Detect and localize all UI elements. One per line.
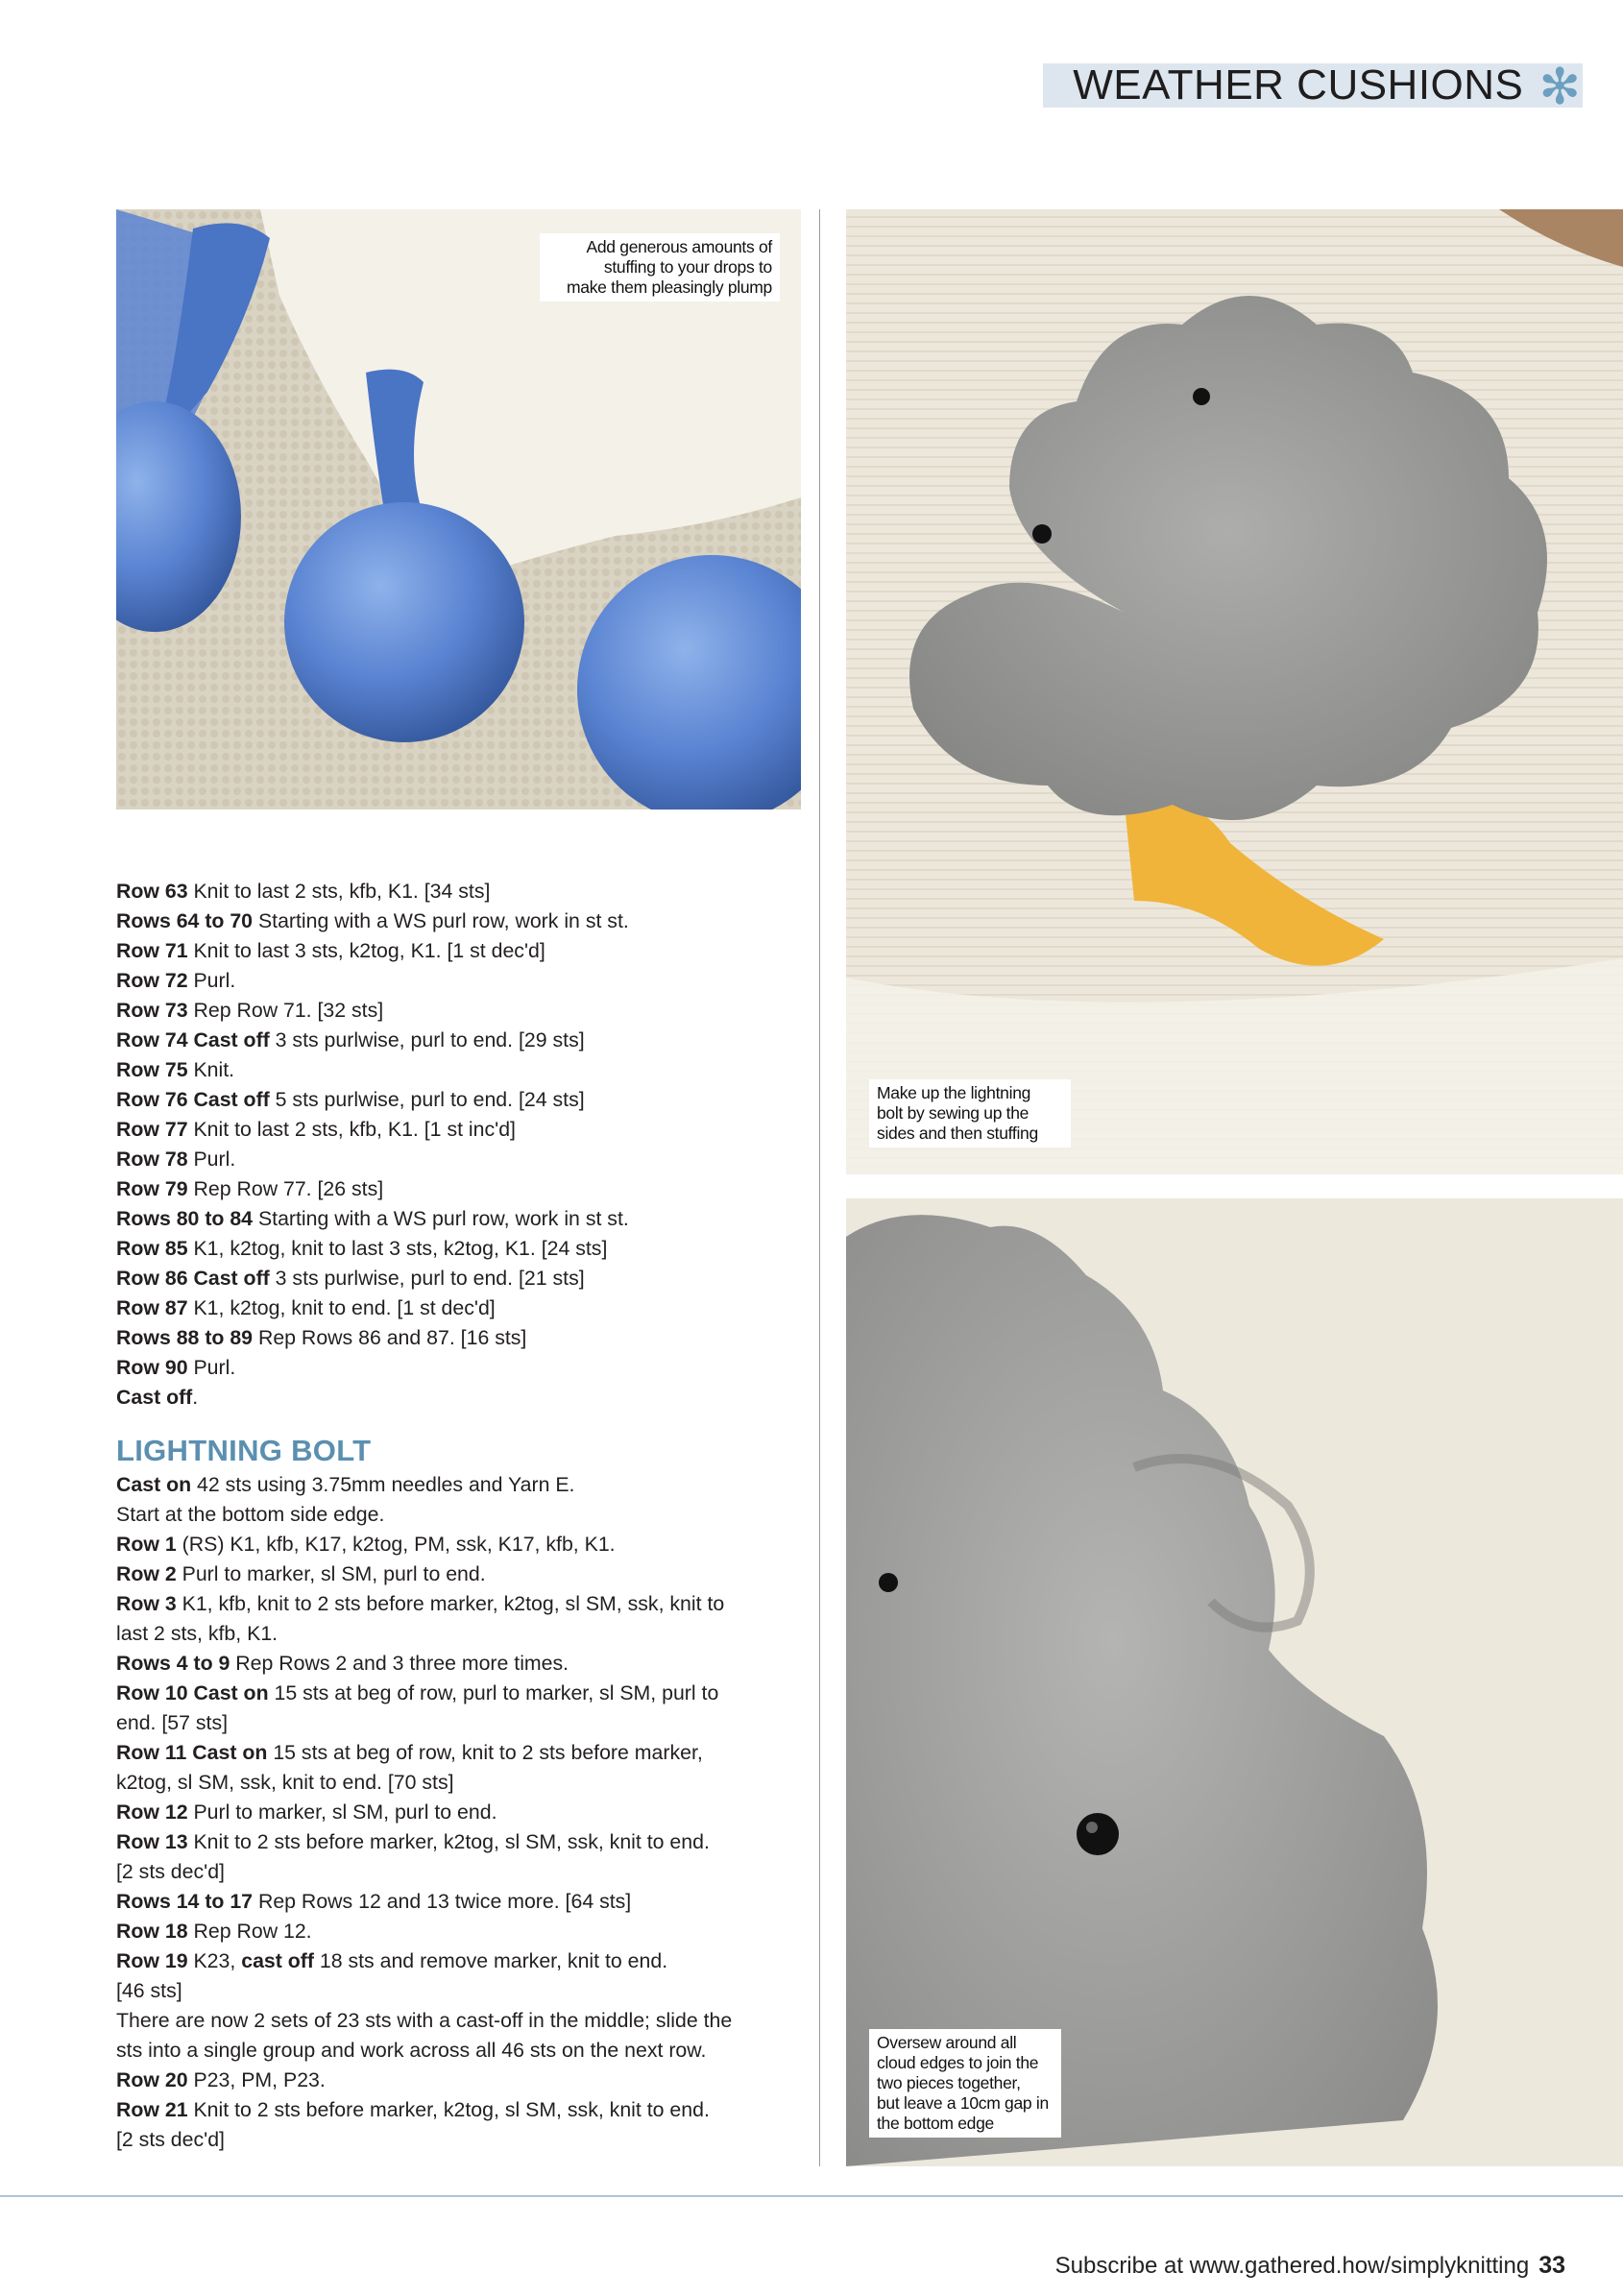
section-title: WEATHER CUSHIONS — [1073, 61, 1524, 109]
pattern-line — [116, 1115, 808, 1145]
row-label: Row 1 — [116, 1533, 177, 1556]
row-text: . — [192, 1386, 199, 1409]
pattern-line — [116, 2066, 808, 2095]
pattern-line — [116, 1946, 808, 1976]
pattern-line — [116, 1470, 808, 1500]
page-number: 33 — [1538, 2252, 1565, 2279]
pattern-line — [116, 1085, 808, 1115]
row-label: Row 71 — [116, 939, 188, 962]
row-text: 15 sts at beg of row, knit to 2 sts before marker, — [267, 1741, 703, 1764]
row-label: Row 3 — [116, 1592, 177, 1615]
footer — [1055, 2252, 1565, 2280]
footer-rule — [0, 2195, 1623, 2197]
row-label: Row 76 Cast off — [116, 1088, 270, 1111]
pattern-line — [116, 877, 808, 906]
row-label: Cast on — [116, 1473, 192, 1496]
row-label: Row 13 — [116, 1830, 188, 1853]
row-label: Row 12 — [116, 1801, 188, 1824]
row-text: 5 sts purlwise, purl to end. [24 sts] — [269, 1088, 585, 1111]
pattern-line — [116, 1559, 808, 1589]
row-label: Rows 88 to 89 — [116, 1326, 254, 1349]
pattern-line — [116, 2095, 808, 2125]
pattern-line — [116, 1798, 808, 1827]
pattern-line — [116, 2125, 808, 2155]
row-label: Row 87 — [116, 1296, 188, 1319]
pattern-rows-lightning — [116, 1470, 808, 2155]
row-text: Purl to marker, sl SM, purl to end. — [187, 1801, 497, 1824]
row-text: Knit to last 2 sts, kfb, K1. [1 st inc'd] — [187, 1118, 516, 1141]
pattern-line — [116, 1055, 808, 1085]
photo-cloud-closeup — [846, 1198, 1623, 2166]
row-text: 3 sts purlwise, purl to end. [21 sts] — [269, 1267, 585, 1290]
row-label: Row 10 Cast on — [116, 1681, 269, 1704]
row-text: Starting with a WS purl row, work in st st. — [253, 1207, 629, 1230]
row-label: Row 74 Cast off — [116, 1028, 270, 1051]
row-text: Purl. — [187, 1148, 236, 1171]
pattern-line — [116, 1353, 808, 1383]
row-text: Rep Row 71. [32 sts] — [187, 999, 384, 1022]
row-label: Row 72 — [116, 969, 188, 992]
row-text: Knit. — [187, 1058, 235, 1081]
row-text: K1, kfb, knit to 2 sts before marker, k2tog, sl SM, ssk, knit to — [176, 1592, 725, 1615]
row-label: Rows 80 to 84 — [116, 1207, 254, 1230]
row-text: Purl to marker, sl SM, purl to end. — [176, 1562, 486, 1585]
row-text: last 2 sts, kfb, K1. — [116, 1622, 279, 1645]
row-label: Row 2 — [116, 1562, 177, 1585]
row-text: P23, PM, P23. — [187, 2068, 326, 2091]
row-text: k2tog, sl SM, ssk, knit to end. [70 sts] — [116, 1771, 454, 1794]
pattern-line — [116, 996, 808, 1026]
row-label: Row 85 — [116, 1237, 188, 1260]
row-text: Rep Row 77. [26 sts] — [187, 1177, 384, 1200]
row-text: K1, k2tog, knit to last 3 sts, k2tog, K1. [24 sts] — [187, 1237, 608, 1260]
row-label: Row 79 — [116, 1177, 188, 1200]
pattern-line — [116, 1500, 808, 1530]
row-label: Rows 4 to 9 — [116, 1652, 230, 1675]
row-text: Knit to 2 sts before marker, k2tog, sl SM, ssk, knit to end. — [187, 1830, 710, 1853]
pattern-line — [116, 966, 808, 996]
row-text: 15 sts at beg of row, purl to marker, sl SM, purl to — [268, 1681, 719, 1704]
row-label: Row 86 Cast off — [116, 1267, 270, 1290]
pattern-line — [116, 1827, 808, 1857]
row-text: Purl. — [187, 1356, 236, 1379]
row-text: Start at the bottom side edge. — [116, 1503, 385, 1526]
pattern-instructions — [116, 877, 808, 2155]
row-text: 42 sts using 3.75mm needles and Yarn E. — [191, 1473, 575, 1496]
pattern-line — [116, 1530, 808, 1559]
caption-drops: Add generous amounts of stuffing to your drops to make them pleasingly plump — [540, 233, 780, 302]
row-text: Knit to last 2 sts, kfb, K1. [34 sts] — [187, 880, 491, 903]
row-text: K23, — [187, 1949, 242, 1972]
section-title-bar — [1043, 60, 1583, 115]
pattern-line — [116, 1917, 808, 1946]
pattern-line — [116, 1619, 808, 1649]
row-label: Row 18 — [116, 1920, 188, 1943]
row-label: Rows 14 to 17 — [116, 1890, 254, 1913]
pattern-rows-cloud — [116, 877, 808, 1413]
row-text: Rep Rows 2 and 3 three more times. — [230, 1652, 569, 1675]
row-text: (RS) K1, kfb, K17, k2tog, PM, ssk, K17, kfb, K1. — [176, 1533, 616, 1556]
row-text: [2 sts dec'd] — [116, 2128, 225, 2151]
row-text: Starting with a WS purl row, work in st st. — [253, 909, 629, 932]
pattern-line — [116, 1174, 808, 1204]
pattern-line — [116, 1649, 808, 1679]
pattern-line — [116, 1234, 808, 1264]
caption-oversew: Oversew around all cloud edges to join the two pieces together, but leave a 10cm gap in the bottom edge — [869, 2029, 1061, 2138]
row-label: Row 77 — [116, 1118, 188, 1141]
pattern-line — [116, 906, 808, 936]
pattern-line — [116, 936, 808, 966]
pattern-line — [116, 1293, 808, 1323]
row-label: Row 75 — [116, 1058, 188, 1081]
row-label: Row 90 — [116, 1356, 188, 1379]
row-text: Rep Row 12. — [187, 1920, 312, 1943]
pattern-line — [116, 1589, 808, 1619]
row-text: Knit to 2 sts before marker, k2tog, sl SM, ssk, knit to end. — [187, 2098, 710, 2121]
pattern-line — [116, 1145, 808, 1174]
row-label: Cast off — [116, 1386, 193, 1409]
row-text: end. [57 sts] — [116, 1711, 229, 1734]
row-text: Rep Rows 86 and 87. [16 sts] — [253, 1326, 527, 1349]
row-label: Row 20 — [116, 2068, 188, 2091]
pattern-line — [116, 1768, 808, 1798]
row-label: Row 19 — [116, 1949, 188, 1972]
row-text: [2 sts dec'd] — [116, 1860, 225, 1883]
asterisk-icon: ✻ — [1538, 60, 1581, 115]
caption-lightning: Make up the lightning bolt by sewing up the sides and then stuffing — [869, 1079, 1071, 1148]
row-text: sts into a single group and work across all 46 sts on the next row. — [116, 2039, 707, 2062]
row-text: [46 sts] — [116, 1979, 182, 2002]
pattern-line — [116, 1679, 808, 1708]
row-label: Row 11 Cast on — [116, 1741, 268, 1764]
row-label: Rows 64 to 70 — [116, 909, 254, 932]
column-divider — [819, 209, 820, 2166]
row-label: Row 73 — [116, 999, 188, 1022]
row-text: Knit to last 3 sts, k2tog, K1. [1 st dec'd] — [187, 939, 545, 962]
row-label: Row 78 — [116, 1148, 188, 1171]
row-label: Row 63 — [116, 880, 188, 903]
row-label: Row 21 — [116, 2098, 188, 2121]
pattern-line — [116, 1383, 808, 1413]
row-text: 18 sts and remove marker, knit to end. — [313, 1949, 668, 1972]
pattern-line — [116, 1976, 808, 2006]
row-label: cast off — [241, 1949, 314, 1972]
lightning-bolt-heading: LIGHTNING BOLT — [116, 1434, 372, 1467]
pattern-line — [116, 1887, 808, 1917]
row-text: There are now 2 sets of 23 sts with a cast-off in the middle; slide the — [116, 2009, 733, 2032]
row-text: 3 sts purlwise, purl to end. [29 sts] — [269, 1028, 585, 1051]
row-text: Rep Rows 12 and 13 twice more. [64 sts] — [253, 1890, 632, 1913]
row-text: K1, k2tog, knit to end. [1 st dec'd] — [187, 1296, 496, 1319]
pattern-line — [116, 1738, 808, 1768]
pattern-line — [116, 2006, 808, 2036]
pattern-line — [116, 1708, 808, 1738]
pattern-line — [116, 1204, 808, 1234]
photo-cloud-cushion — [846, 209, 1623, 1174]
pattern-line — [116, 1264, 808, 1293]
pattern-line — [116, 1857, 808, 1887]
pattern-line — [116, 2036, 808, 2066]
pattern-line — [116, 1026, 808, 1055]
row-text: Purl. — [187, 969, 236, 992]
pattern-line — [116, 1323, 808, 1353]
subscribe-link[interactable]: Subscribe at www.gathered.how/simplyknitting — [1054, 2253, 1530, 2279]
